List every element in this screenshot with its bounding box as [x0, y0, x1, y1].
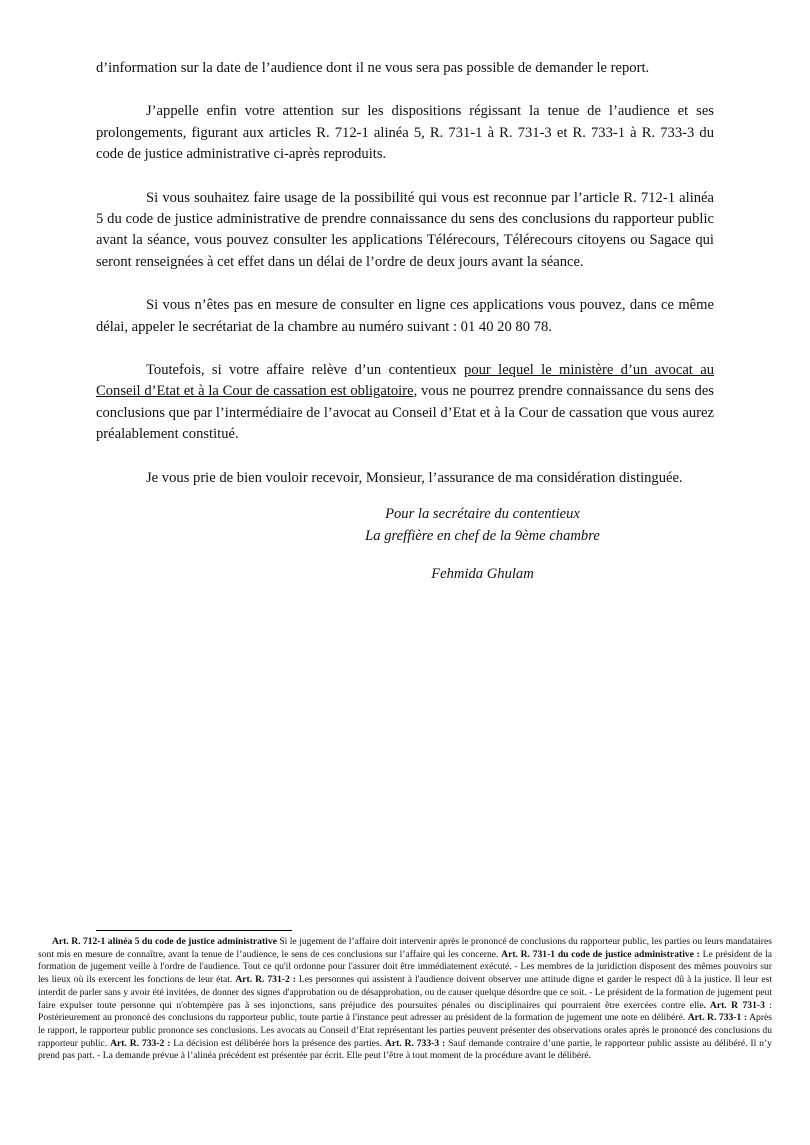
signature-line-2: La greffière en chef de la 9ème chambre	[365, 528, 600, 544]
art-731-3-label: . Art. R 731-3	[703, 999, 765, 1011]
signature-line-1: Pour la secrétaire du contentieux	[385, 506, 580, 522]
art-731-3-text: : Postérieurement au prononcé des conclusions du rapporteur public, toute partie à l'instance peut adresser au président de la formation de jugement une note en délibéré.	[38, 999, 772, 1024]
art-733-2-text: La décision est délibérée hors la présence des parties.	[170, 1037, 385, 1049]
art-733-1-text: Après le rapport, le rapporteur public prononce ses conclusions. Les avocats au Conseil d’Etat représentant les parties peuvent présenter des observations orales après le prononcé des conclusions du rapporteur public.	[38, 1012, 773, 1049]
art-731-2-text: Les personnes qui assistent à l'audience doivent observer une attitude digne et garder le respect dû à la justice. Il leur est interdit de parler sans y avoir été invitées, de donner des signes d'approbation ou de désapprobation, ou de causer quelque désordre que ce soit. - Le président de la formation de jugement peut faire expulser toute personne qui n'obtempère pas à ses injonctions, sans préjudice des poursuites pénales ou disciplinaires qui pourraient être exercées contre elle	[38, 974, 772, 1011]
paragraph-avocat-end: , vous ne pourrez prendre connaissance du sens des conclusions que par l’intermédiaire de l’avocat au Conseil d’Etat et à la Cour de cassation que vous aurez préalablement constitué.	[96, 383, 714, 443]
art-733-1-label: Art. R. 733-1 :	[687, 1012, 748, 1024]
paragraph-dispositions: J’appelle enfin votre attention sur les dispositions régissant la tenue de l’audience et ses prolongements, figurant aux articles R. 712-1 alinéa 5, R. 731-1 à R. 731-3 et R. 733-1 à R. 733-3 du code de justice administrative ci-après reproduits.	[96, 103, 714, 163]
art-733-2-label: Art. R. 733-2 :	[110, 1037, 171, 1049]
art-731-1-text: Le président de la formation de jugement veille à l'ordre de l'audience. Tout ce qu'il ordonne pour l'assurer doit être immédiatement exécuté. - Les membres de la juridiction disposent des mêmes pouvoirs sur les lieux où ils exercent les fonctions de leur état.	[38, 948, 773, 986]
art-733-3-label: Art. R. 733-3 :	[384, 1037, 446, 1049]
underlined-avocat-clause: pour lequel le ministère d’un avocat au Conseil d’Etat et à la Cour de cassation est obligatoire	[96, 362, 714, 400]
art-733-3-text: Sauf demande contraire d’une partie, le rapporteur public assiste au délibéré. Il n’y prend pas part. - La demande prévue à l’alinéa précédent est présentée par écrit. Elle peut l’être à tout moment de la procédure avant le délibéré.	[38, 1037, 772, 1062]
paragraph-phone-contact: Si vous n’êtes pas en mesure de consulter en ligne ces applications vous pouvez, dans ce même délai, appeler le secrétariat de la chambre au numéro suivant : 01 40 20 80 78.	[96, 297, 714, 335]
footnote-legal-articles	[38, 936, 772, 1063]
art-731-2-label: Art. R. 731-2 :	[235, 974, 296, 986]
paragraph-avocat-start: Toutefois, si votre affaire relève d’un contentieux	[146, 362, 465, 379]
footnote-separator	[96, 930, 292, 931]
paragraph-online-consultation: Si vous souhaitez faire usage de la possibilité qui vous est reconnue par l’article R. 712-1 alinéa 5 du code de justice administrative de prendre connaissance du sens des conclusions du rapporteur public avant la séance, vous pouvez consulter les applications Télérecours, Télérecours citoyens ou Sagace qui seront renseignées à cet effet dans un délai de l’ordre de deux jours avant la séance.	[96, 189, 714, 270]
footnote-paragraph	[38, 936, 772, 1063]
letter-body	[96, 58, 714, 511]
paragraph-closing: Je vous prie de bien vouloir recevoir, Monsieur, l’assurance de ma considération distinguée.	[146, 469, 683, 486]
art-712-1-text: Si le jugement de l’affaire doit intervenir après le prononcé de conclusions du rapporteur public, les parties ou leurs mandataires sont mis en mesure de connaître, avant la tenue de l’audience, le sens de ces conclusions sur l’affaire qui les concerne.	[38, 936, 772, 960]
signatory-name: Fehmida Ghulam	[431, 566, 534, 582]
paragraph-avocat-requirement	[96, 360, 714, 446]
paragraph-audience-date: d’information sur la date de l’audience dont il ne vous sera pas possible de demander le report.	[96, 60, 650, 76]
signature-block	[330, 503, 635, 585]
art-731-1-label: Art. R. 731-1 du code de justice administrative :	[501, 948, 700, 960]
art-712-1-label: Art. R. 712-1 alinéa 5 du code de justice administrative	[52, 936, 277, 947]
